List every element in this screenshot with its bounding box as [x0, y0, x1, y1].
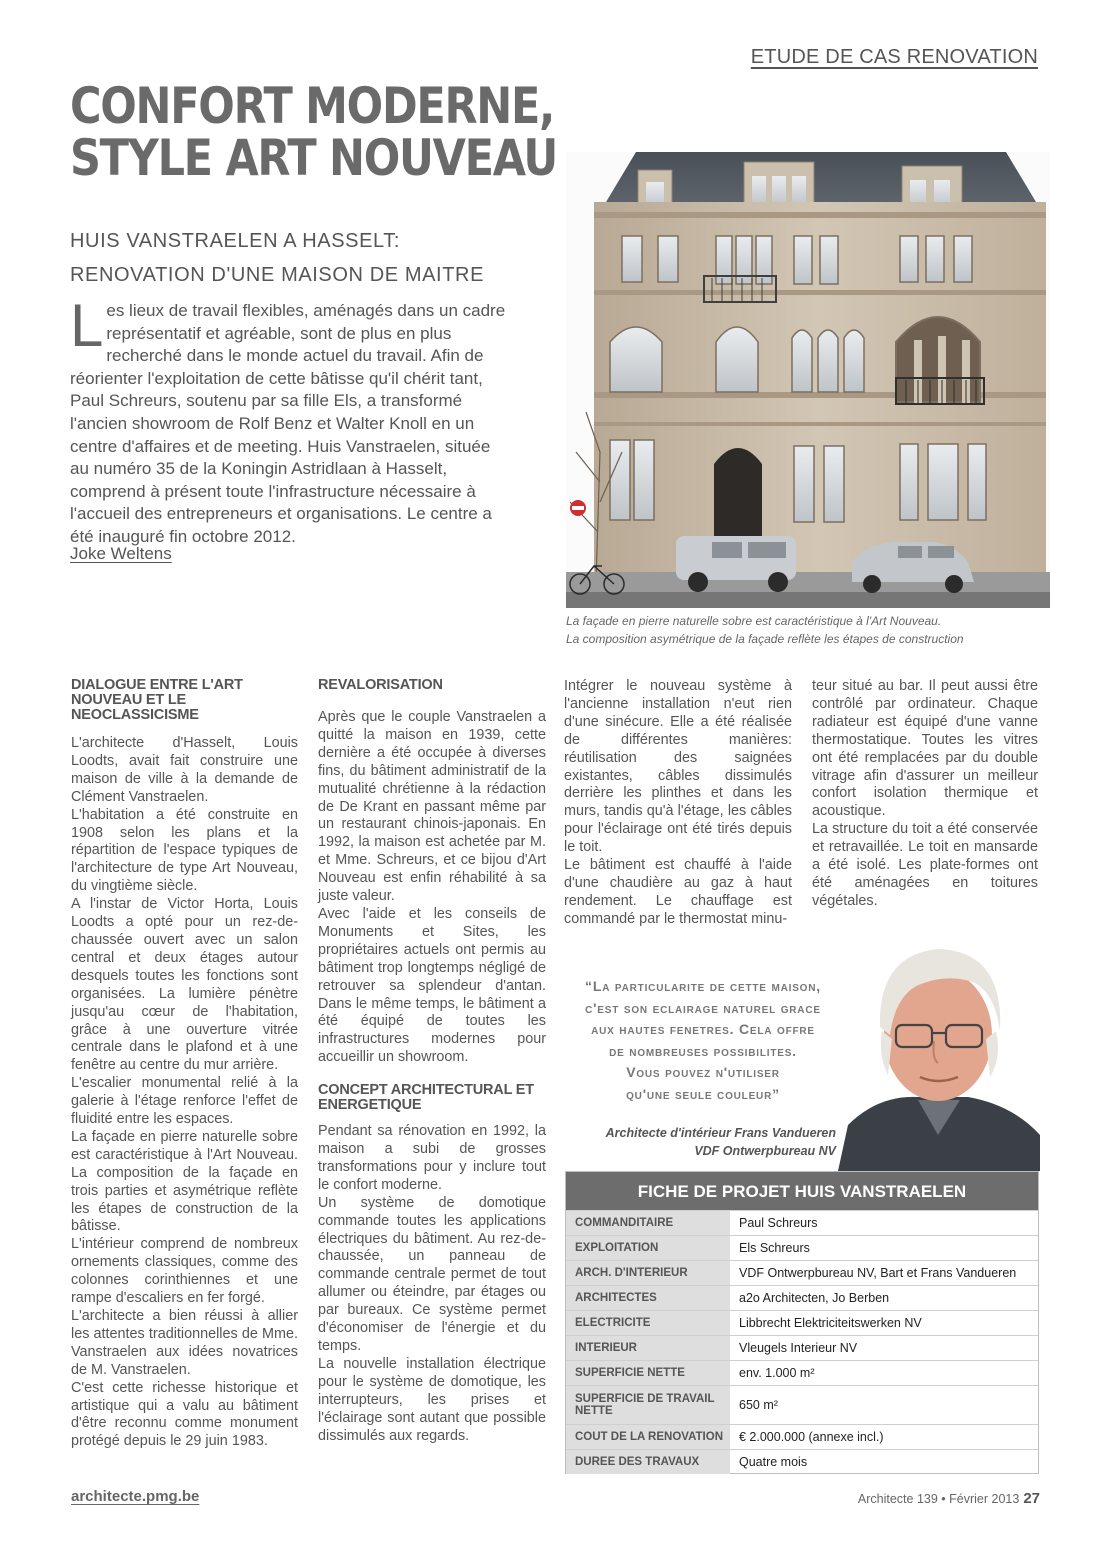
row-label: ARCH. D'INTERIEUR — [566, 1261, 730, 1285]
col1-paragraph: L'architecte a bien réussi à allier les attentes traditionnelles de Mme. Vanstraelen aux idées novatrices de M. Vanstraelen. — [71, 1308, 298, 1378]
column-1 — [71, 678, 298, 1451]
row-label: ARCHITECTES — [566, 1286, 730, 1310]
row-label: EXPLOITATION — [566, 1236, 730, 1260]
subtitle-line-2: RENOVATION D'UNE MAISON DE MAITRE — [70, 264, 485, 286]
col3-paragraph: Le bâtiment est chauffé à l'aide d'une chaudière au gaz à haut rendement. Le chauffage est commandé par le thermostat minu- — [564, 857, 792, 927]
facade-photo — [566, 152, 1050, 608]
col2-paragraph: Avec l'aide et les conseils de Monuments et Sites, les propriétaires actuels ont permis au bâtiment trop longtemps négligé de retrouver sa splendeur d'antan. Dans le même temps, le bâtiment a été équipé de toutes les infrastructures modernes pour accueillir un showroom. — [318, 905, 546, 1066]
table-row — [566, 1385, 1038, 1424]
quote-line: Vous pouvez n'utiliser — [626, 1064, 780, 1080]
row-label: ELECTRICITE — [566, 1311, 730, 1335]
table-row — [566, 1424, 1038, 1449]
quote-line: aux hautes fenetres. Cela offre — [591, 1021, 815, 1037]
row-value: VDF Ontwerpbureau NV, Bart et Frans Vandueren — [739, 1266, 1017, 1280]
column-2 — [318, 678, 546, 1445]
article-title — [70, 77, 558, 187]
table-row — [566, 1235, 1038, 1260]
row-value: 650 m² — [739, 1398, 778, 1412]
heading-revalorisation: REVALORISATION — [318, 677, 443, 693]
title-line-1: CONFORT MODERNE, — [70, 77, 555, 135]
article-subtitle — [70, 224, 550, 292]
col2-paragraph: Pendant sa rénovation en 1992, la maison a subi de grosses transformations pour y inclure tout le confort moderne. — [318, 1123, 546, 1193]
architect-portrait — [838, 935, 1040, 1171]
col2-paragraph: La nouvelle installation électrique pour le système de domotique, les interrupteurs, les prises et l'éclairage sont autant que possible dissimulés aux regards. — [318, 1355, 546, 1444]
row-label: COUT DE LA RENOVATION — [566, 1425, 730, 1449]
row-value: env. 1.000 m² — [739, 1366, 815, 1380]
col1-paragraph: L'intérieur comprend de nombreux ornements classiques, comme des colonnes corinthiennes et une rampe d'escaliers en fer forgé. — [71, 1236, 298, 1307]
table-row — [566, 1210, 1038, 1235]
col2-paragraph: Un système de domotique commande toutes les applications électriques du bâtiment. Au rez-de-chaussée, un panneau de commande centrale permet de tout allumer ou éteindre, par étages ou par bureaux. Ce système permet d'économiser de l'énergie et du temps. — [318, 1194, 546, 1354]
footer-website-link[interactable]: architecte.pmg.be — [71, 1488, 200, 1505]
author-link[interactable]: Joke Weltens — [70, 544, 172, 563]
subtitle-line-1: HUIS VANSTRAELEN A HASSELT: — [70, 230, 401, 252]
row-label: INTERIEUR — [566, 1336, 730, 1360]
col1-paragraph: La façade en pierre naturelle sobre est caractéristique à l'Art Nouveau. La composition de la façade en trois parties et asymétrique reflète les étapes de construction de la bâtisse. — [71, 1128, 298, 1235]
col4-paragraph: La structure du toit a été conservée et retravaillée. Le toit en mansarde a été isolé. Les plate-formes ont été aménagées en toitures végétales. — [812, 821, 1038, 909]
col3-paragraph: Intégrer le nouveau système à l'ancienne installation n'eut rien d'une sinécure. Elle a été réalisée de différentes manières: réutilisation des saignées existantes, câbles dissimulés derrière les plinthes et dans les murs, tandis qu'à l'étage, les câbles pour l'éclairage ont été tirés depuis le toit. — [564, 678, 792, 856]
row-value: € 2.000.000 (annexe incl.) — [739, 1430, 884, 1444]
table-row — [566, 1285, 1038, 1310]
attribution-company: VDF Ontwerpbureau NV — [694, 1144, 836, 1158]
caption-line-1: La façade en pierre naturelle sobre est caractéristique à l'Art Nouveau. — [566, 614, 942, 628]
intro-text: es lieux de travail flexibles, aménagés dans un cadre représentatif et agréable, sont de plus en plus recherché dans le monde actuel du travail. Afin de réorienter l'exploitation de cette bâtisse qu'il chérit tant, Paul Schreurs, soutenu par sa fille Els, a transformé l'ancien showroom de Rolf Benz et Walter Knoll en un centre d'affaires et de meeting. Huis Vanstraelen, située au numéro 35 de la Koningin Astridlaan à Hasselt, comprend à présent toute l'infrastructure nécessaire à l'accueil des entrepreneurs et organisations. Le centre a été inauguré fin octobre 2012. — [70, 301, 506, 546]
issue-label: Architecte 139 • Février 2013 — [857, 1492, 1020, 1506]
heading-dialogue: DIALOGUE ENTRE L'ART NOUVEAU ET LE NEOCLASSICISME — [71, 677, 243, 723]
col1-paragraph: L'habitation a été construite en 1908 selon les plans et la répartition de l'espace typiques de l'architecture de type Art Nouveau, du vingtième siècle. — [71, 806, 298, 895]
attribution-name: Architecte d'intérieur Frans Vandueren — [605, 1126, 836, 1140]
title-line-2: STYLE ART NOUVEAU — [70, 129, 558, 187]
caption-line-2: La composition asymétrique de la façade reflète les étapes de construction — [566, 632, 964, 646]
table-row — [566, 1335, 1038, 1360]
quote-line: qu'une seule couleur” — [626, 1085, 780, 1102]
col1-paragraph: C'est cette richesse historique et artistique qui a valu au bâtiment d'être reconnu comme monument protégé depuis le 29 juin 1983. — [71, 1379, 298, 1450]
table-row — [566, 1360, 1038, 1385]
quote-line: c'est son eclairage naturel grace — [585, 999, 821, 1016]
row-value: Libbrecht Elektriciteitswerken NV — [739, 1316, 922, 1330]
page-number: 27 — [1023, 1490, 1040, 1507]
row-value: a2o Architecten, Jo Berben — [739, 1291, 890, 1305]
table-row — [566, 1260, 1038, 1285]
quote-line: de nombreuses possibilites. — [609, 1042, 797, 1059]
project-sheet — [565, 1171, 1039, 1474]
col2-paragraph: Après que le couple Vanstraelen a quitté la maison en 1939, cette dernière a été occupée à diverses fins, du bâtiment administratif de la mutualité chrétienne à la rédaction de De Krant en passant même par un restaurant chinois-japonais. En 1992, la maison est achetée par M. et Mme. Schreurs, et ce bijou d'Art Nouveau est enfin réhabilité à sa juste valeur. — [318, 709, 546, 905]
table-row — [566, 1310, 1038, 1335]
row-value: Quatre mois — [739, 1455, 808, 1469]
row-value: Els Schreurs — [739, 1241, 810, 1255]
table-row — [566, 1449, 1038, 1474]
col1-paragraph: L'escalier monumental relié à la galerie à l'étage renforce l'effet de fluidité entre les espaces. — [71, 1075, 298, 1128]
row-label: SUPERFICIE DE TRAVAIL NETTE — [566, 1386, 730, 1424]
footer-issue-info — [760, 1490, 1040, 1507]
quote-line: “La particularite de cette maison, — [585, 978, 821, 994]
row-value: Vleugels Interieur NV — [739, 1341, 858, 1355]
col1-paragraph: A l'instar de Victor Horta, Louis Loodts a opté pour un rez-de-chaussée ouvert avec un salon central et deux étages autour desquels toutes les fonctions sont organisées. La lumière pénètre jusqu'au cœur de l'habitation, grâce à une ouverture vitrée centrale dans le plafond et à une fenêtre au centre du mur arrière. — [71, 896, 298, 1074]
row-label: SUPERFICIE NETTE — [566, 1361, 730, 1385]
row-value: Paul Schreurs — [739, 1216, 818, 1230]
heading-concept: CONCEPT ARCHITECTURAL ET ENERGETIQUE — [318, 1082, 534, 1114]
photo-caption — [566, 612, 1046, 648]
col1-paragraph: L'architecte d'Hasselt, Louis Loodts, avait fait construire une maison de ville à la demande de Clément Vanstraelen. — [71, 735, 298, 805]
project-sheet-title: FICHE DE PROJET HUIS VANSTRAELEN — [566, 1172, 1038, 1210]
column-4 — [812, 678, 1038, 911]
drop-cap: L — [70, 292, 104, 359]
intro-paragraph — [70, 292, 510, 549]
col4-paragraph: teur situé au bar. Il peut aussi être contrôlé par ordinateur. Chaque radiateur est équipé d'une vanne thermostatique. Toutes les vitres ont été remplacées par du double vitrage afin d'assurer un meilleur confort isolation thermique et acoustique. — [812, 678, 1038, 820]
pull-quote — [568, 976, 838, 1105]
section-tag: ETUDE DE CAS RENOVATION — [750, 46, 1038, 68]
row-label: DUREE DES TRAVAUX — [566, 1450, 730, 1474]
row-label: COMMANDITAIRE — [566, 1211, 730, 1235]
column-3 — [564, 678, 792, 929]
quote-attribution — [568, 1124, 836, 1160]
